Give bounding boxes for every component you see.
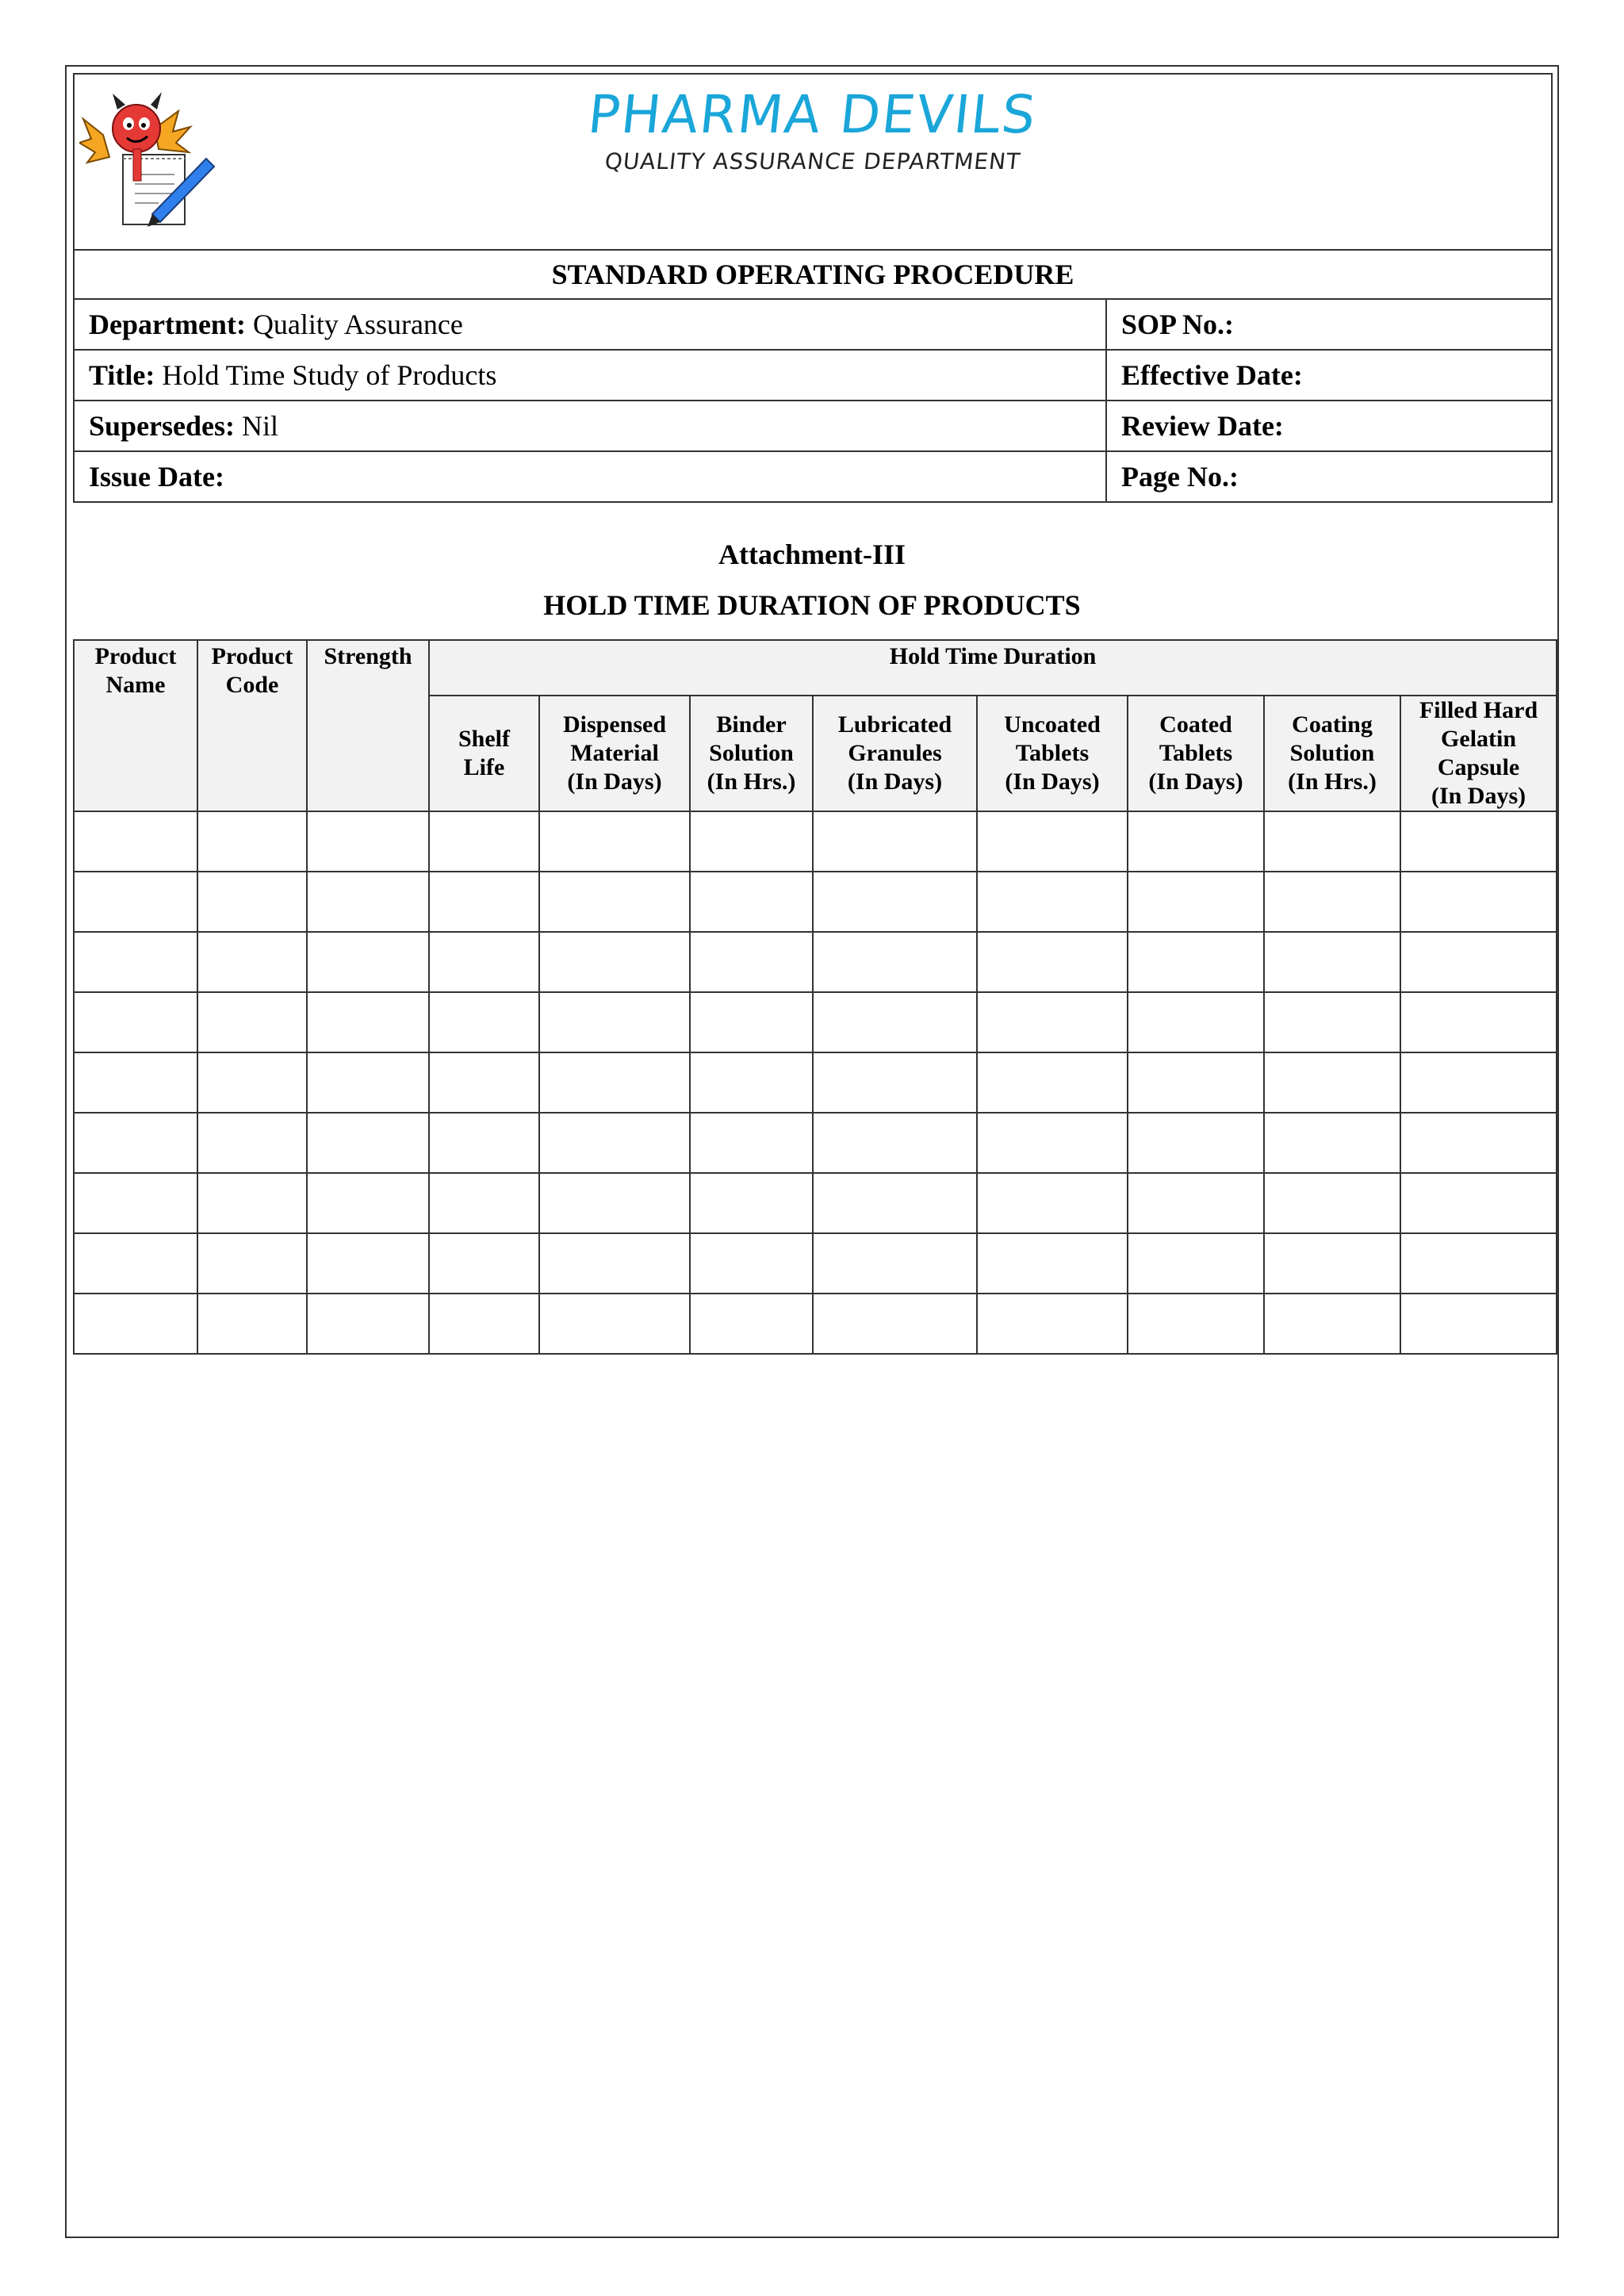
header-hold-time-duration: Hold Time Duration — [429, 640, 1557, 696]
header-line: Coating — [1292, 711, 1373, 738]
effective-date-label: Effective Date: — [1121, 359, 1303, 391]
table-cell[interactable] — [1264, 1173, 1400, 1233]
table-cell[interactable] — [74, 932, 197, 992]
header-lubricated-granules — [813, 696, 977, 811]
header-line: Solution — [1289, 740, 1375, 766]
header-line: (In Days) — [1148, 769, 1243, 795]
logo-row — [75, 75, 1551, 251]
table-cell[interactable] — [1400, 1052, 1557, 1113]
review-date-label: Review Date: — [1121, 410, 1284, 442]
table-cell[interactable] — [197, 932, 307, 992]
table-cell[interactable] — [1264, 811, 1400, 872]
header-line: Product — [94, 643, 177, 669]
header-line: (In Hrs.) — [1288, 769, 1377, 795]
header-line: Product — [211, 643, 293, 669]
table-row — [74, 1173, 1557, 1233]
table-cell[interactable] — [1128, 1113, 1264, 1173]
attachment-label: Attachment-III — [718, 539, 906, 570]
issue-date-field — [75, 452, 1107, 501]
table-cell[interactable] — [74, 992, 197, 1052]
sop-no-label: SOP No.: — [1121, 309, 1235, 340]
table-cell[interactable] — [307, 1052, 429, 1113]
department-label: Department: — [89, 309, 246, 340]
header-line: Dispensed — [562, 711, 667, 738]
header-line: Granules — [848, 740, 942, 766]
header-line: Coated — [1159, 711, 1232, 738]
header-line: (In Days) — [1431, 783, 1526, 809]
table-cell[interactable] — [690, 1233, 813, 1294]
header-dispensed-material — [539, 696, 690, 811]
header-line: Binder — [716, 711, 787, 738]
table-cell[interactable] — [197, 992, 307, 1052]
table-cell[interactable] — [977, 1113, 1128, 1173]
table-row — [74, 1052, 1557, 1113]
table-cell[interactable] — [1128, 1052, 1264, 1113]
table-row — [74, 1233, 1557, 1294]
header-line: Solution — [709, 740, 794, 766]
table-cell[interactable] — [1128, 1294, 1264, 1354]
table-cell[interactable] — [74, 872, 197, 932]
table-cell[interactable] — [539, 1233, 690, 1294]
table-cell[interactable] — [429, 811, 539, 872]
table-cell[interactable] — [977, 992, 1128, 1052]
brand — [75, 84, 1551, 174]
header-product-name — [74, 640, 197, 811]
table-cell[interactable] — [197, 1294, 307, 1354]
table-cell[interactable] — [429, 1113, 539, 1173]
title-field — [75, 351, 1107, 400]
header-line: Capsule — [1437, 754, 1520, 780]
table-cell[interactable] — [1264, 1052, 1400, 1113]
table-cell[interactable] — [429, 1173, 539, 1233]
table-cell[interactable] — [539, 1052, 690, 1113]
table-cell[interactable] — [1128, 992, 1264, 1052]
table-cell[interactable] — [977, 932, 1128, 992]
table-cell[interactable] — [813, 1233, 977, 1294]
table-cell[interactable] — [429, 1052, 539, 1113]
table-cell[interactable] — [1128, 1233, 1264, 1294]
supersedes-value: Nil — [235, 410, 279, 442]
table-cell[interactable] — [813, 1173, 977, 1233]
header-line: Filled Hard — [1419, 697, 1538, 723]
table-row — [74, 932, 1557, 992]
table-cell[interactable] — [813, 932, 977, 992]
header-line: Lubricated — [837, 711, 952, 738]
table-cell[interactable] — [429, 1233, 539, 1294]
header-binder-solution — [690, 696, 813, 811]
table-cell[interactable] — [977, 872, 1128, 932]
table-cell[interactable] — [813, 1294, 977, 1354]
header-shelf-life — [429, 696, 539, 811]
table-cell[interactable] — [74, 1294, 197, 1354]
table-cell[interactable] — [813, 811, 977, 872]
table-cell[interactable] — [1400, 1173, 1557, 1233]
table-cell[interactable] — [1264, 872, 1400, 932]
header-line: Life — [463, 754, 505, 780]
table-cell[interactable] — [307, 1233, 429, 1294]
table-cell[interactable] — [1264, 1233, 1400, 1294]
info-row-supersedes — [75, 401, 1551, 452]
table-cell[interactable] — [429, 1294, 539, 1354]
header-line: Gelatin — [1441, 726, 1517, 752]
table-cell[interactable] — [307, 1173, 429, 1233]
table-cell[interactable] — [813, 872, 977, 932]
table-cell[interactable] — [307, 1113, 429, 1173]
table-cell[interactable] — [1400, 1233, 1557, 1294]
table-cell[interactable] — [977, 1173, 1128, 1233]
table-cell[interactable] — [74, 1233, 197, 1294]
table-cell[interactable] — [197, 1052, 307, 1113]
table-cell[interactable] — [813, 992, 977, 1052]
header-line: Material — [570, 740, 659, 766]
table-row — [74, 1294, 1557, 1354]
table-cell[interactable] — [307, 1294, 429, 1354]
table-cell[interactable] — [1264, 1294, 1400, 1354]
supersedes-label: Supersedes: — [89, 410, 236, 442]
header-line: (In Days) — [1005, 769, 1100, 795]
table-row — [74, 811, 1557, 872]
sop-header — [73, 73, 1553, 503]
sop-heading: STANDARD OPERATING PROCEDURE — [75, 251, 1551, 300]
department-value: Quality Assurance — [245, 309, 463, 340]
table-cell[interactable] — [1128, 932, 1264, 992]
header-line: Code — [225, 672, 279, 698]
table-cell[interactable] — [74, 1173, 197, 1233]
table-cell[interactable] — [539, 992, 690, 1052]
table-cell[interactable] — [1400, 1113, 1557, 1173]
table-cell[interactable] — [197, 1233, 307, 1294]
table-cell[interactable] — [74, 1113, 197, 1173]
table-cell[interactable] — [307, 811, 429, 872]
header-line: Uncoated — [1004, 711, 1101, 738]
table-cell[interactable] — [690, 1173, 813, 1233]
table-cell[interactable] — [813, 1052, 977, 1113]
table-cell[interactable] — [539, 872, 690, 932]
table-cell[interactable] — [1400, 1294, 1557, 1354]
table-cell[interactable] — [197, 811, 307, 872]
table-cell[interactable] — [690, 932, 813, 992]
table-cell[interactable] — [1400, 811, 1557, 872]
table-cell[interactable] — [1264, 1113, 1400, 1173]
table-cell[interactable] — [977, 1294, 1128, 1354]
table-cell[interactable] — [197, 872, 307, 932]
table-cell[interactable] — [977, 811, 1128, 872]
table-cell[interactable] — [429, 872, 539, 932]
header-line: Strength — [324, 643, 412, 669]
table-row — [74, 992, 1557, 1052]
table-cell[interactable] — [429, 992, 539, 1052]
header-line: Tablets — [1159, 740, 1233, 766]
table-cell[interactable] — [690, 872, 813, 932]
table-cell[interactable] — [307, 992, 429, 1052]
header-coating-solution — [1264, 696, 1400, 811]
table-cell[interactable] — [1128, 811, 1264, 872]
header-strength — [307, 640, 429, 811]
department-field — [75, 300, 1107, 349]
table-cell[interactable] — [1128, 1173, 1264, 1233]
table-cell[interactable] — [1264, 932, 1400, 992]
table-cell[interactable] — [307, 932, 429, 992]
header-line: Name — [105, 672, 166, 698]
table-cell[interactable] — [1400, 872, 1557, 932]
table-cell[interactable] — [1264, 992, 1400, 1052]
attachment-title: HOLD TIME DURATION OF PRODUCTS — [543, 589, 1081, 621]
header-line: (In Days) — [847, 769, 943, 795]
info-row-department — [75, 300, 1551, 351]
table-cell[interactable] — [813, 1113, 977, 1173]
table-row — [74, 1113, 1557, 1173]
table-cell[interactable] — [690, 992, 813, 1052]
header-product-code — [197, 640, 307, 811]
table-cell[interactable] — [197, 1113, 307, 1173]
header-line: Tablets — [1015, 740, 1090, 766]
table-cell[interactable] — [1400, 932, 1557, 992]
table-cell[interactable] — [690, 1052, 813, 1113]
table-cell[interactable] — [690, 1294, 813, 1354]
table-cell[interactable] — [74, 811, 197, 872]
table-cell[interactable] — [690, 1113, 813, 1173]
table-cell[interactable] — [539, 1173, 690, 1233]
table-cell[interactable] — [1128, 872, 1264, 932]
brand-subtitle: QUALITY ASSURANCE DEPARTMENT — [603, 148, 1022, 174]
header-uncoated-tablets — [977, 696, 1128, 811]
table-cell[interactable] — [539, 932, 690, 992]
supersedes-field — [75, 401, 1107, 450]
info-row-issue — [75, 452, 1551, 501]
table-row — [74, 872, 1557, 932]
brand-name: PHARMA DEVILS — [585, 84, 1040, 145]
header-coated-tablets — [1128, 696, 1264, 811]
header-line: (In Hrs.) — [707, 769, 796, 795]
header-line: (In Days) — [567, 769, 662, 795]
info-row-title — [75, 351, 1551, 401]
issue-date-label: Issue Date: — [89, 461, 224, 493]
title-label: Title: — [89, 359, 155, 391]
title-value: Hold Time Study of Products — [155, 359, 497, 391]
hold-time-table — [73, 639, 1557, 1355]
table-cell[interactable] — [429, 932, 539, 992]
table-body — [74, 811, 1557, 1354]
table-cell[interactable] — [690, 811, 813, 872]
header-filled-hard-gelatin-capsule — [1400, 696, 1557, 811]
table-cell[interactable] — [74, 1052, 197, 1113]
table-cell[interactable] — [539, 1294, 690, 1354]
table-cell[interactable] — [539, 1113, 690, 1173]
table-cell[interactable] — [307, 872, 429, 932]
table-cell[interactable] — [539, 811, 690, 872]
header-line: Shelf — [458, 726, 510, 752]
table-cell[interactable] — [977, 1233, 1128, 1294]
page-no-label: Page No.: — [1121, 461, 1239, 493]
table-cell[interactable] — [197, 1173, 307, 1233]
table-cell[interactable] — [977, 1052, 1128, 1113]
table-cell[interactable] — [1400, 992, 1557, 1052]
